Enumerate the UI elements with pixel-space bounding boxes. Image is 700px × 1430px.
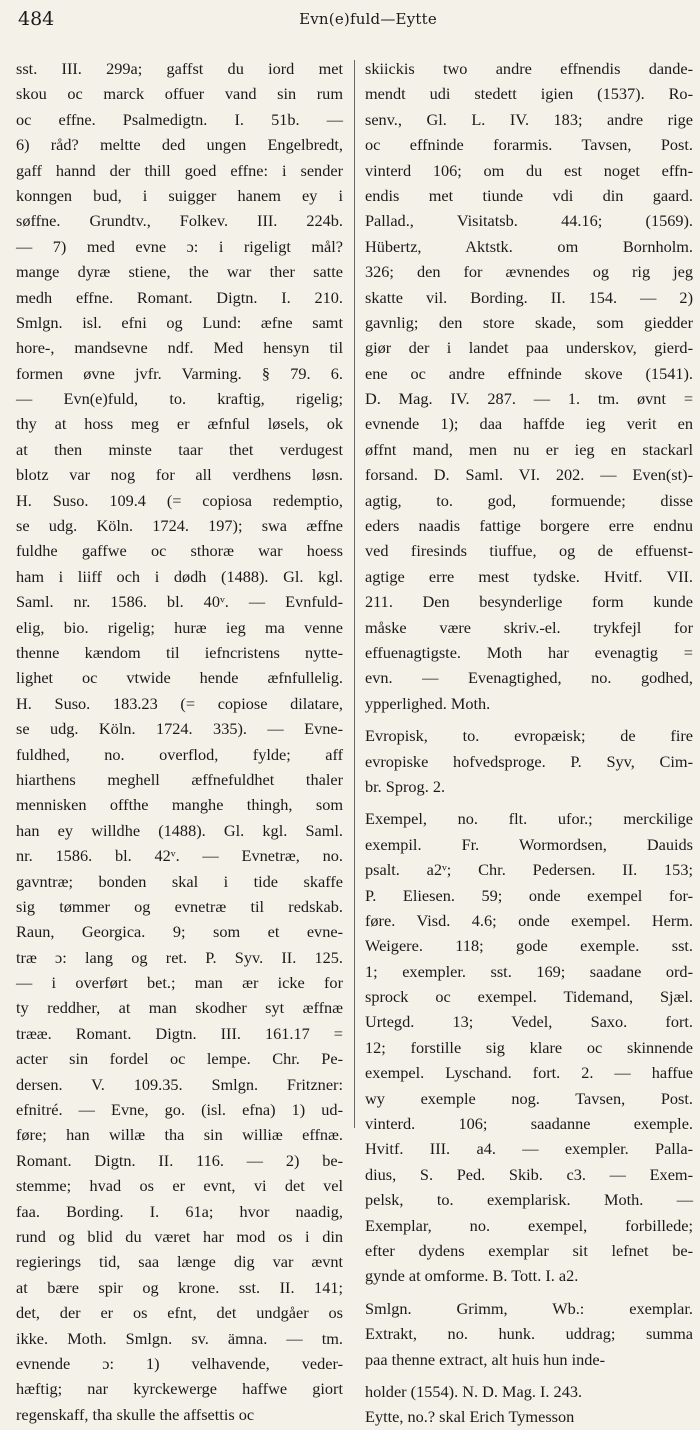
right-column-line: 326; den for ævnendes og rig jeg <box>365 262 693 282</box>
left-column-line: efnitré. — Evne, go. (isl. efna) 1) ud- <box>16 1100 343 1120</box>
right-column-line: gynde at omforme. B. Tott. I. a2. <box>365 1266 579 1286</box>
left-column-line: hore-, mandsevne ndf. Med hensyn til <box>16 338 343 358</box>
left-column-line: ikke. Moth. Smlgn. sv. ämna. — tm. <box>16 1328 343 1348</box>
left-column-line: blotz var nog for all verdhens løsn. <box>16 465 343 485</box>
right-column-line: Pallad., Visitatsb. 44.16; (1569). <box>365 211 693 231</box>
right-column-line: exempel. Lyschand. fort. 2. — haffue <box>365 1063 693 1083</box>
right-column-line: endis met tiunde vdi din gaard. <box>365 185 693 205</box>
left-column-line: konngen bud, i suigger hanem ey i <box>16 185 343 205</box>
left-column-line: H. Suso. 183.23 (= copiose dilatare, <box>16 693 343 713</box>
left-column-line: skou oc marck offuer vand sin rum <box>16 84 343 104</box>
left-column-line: gaff hannd der thill goed effne: i sender <box>16 160 343 180</box>
left-column-line: medh effne. Romant. Digtn. I. 210. <box>16 287 343 307</box>
left-column-line: rund og blid du været har mod os i din <box>16 1226 343 1246</box>
right-column-line: oc effninde forarmis. Tavsen, Post. <box>365 135 693 155</box>
left-column-line: hæftig; nar kyrckewerge haffwe giort <box>16 1379 343 1399</box>
left-column-line: regierings tid, saa længe dig var ævnt <box>16 1252 343 1272</box>
right-column-line: mendt udi stedett igien (1537). Ro- <box>365 84 693 104</box>
right-column-line: D. Mag. IV. 287. — 1. tm. øvnt = <box>365 389 693 409</box>
right-column-line: giør der i landet paa underskov, gierd- <box>365 338 693 358</box>
left-column-line: se udg. Köln. 1724. 335). — Evne- <box>16 719 343 739</box>
right-column-line: måske være skriv.-el. trykfejl for <box>365 617 693 637</box>
right-column-line: br. Sprog. 2. <box>365 776 446 796</box>
left-column-line: regenskaff, tha skulle the affsettis oc <box>16 1404 255 1424</box>
right-column-line: 1; exempler. sst. 169; saadane ord- <box>365 961 693 981</box>
right-column-line: ved firesinds tiuffue, og de effuenst- <box>365 541 693 561</box>
left-column-line: han ey willdhe (1488). Gl. kgl. Saml. <box>16 820 343 840</box>
right-column-line: føre. Visd. 4.6; onde exempel. Herm. <box>365 910 693 930</box>
right-column-line: gavnlig; den store skade, som giedder <box>365 312 693 332</box>
column-divider <box>354 60 355 1128</box>
left-column-line: lighet oc vtwide hende æfnfullelig. <box>16 668 343 688</box>
left-column-line: træ ɔ: lang og ret. P. Syv. II. 125. <box>16 947 343 967</box>
right-column-line: holder (1554). N. D. Mag. I. 243. <box>365 1381 583 1401</box>
page-number: 484 <box>18 8 55 30</box>
left-column-line: Smlgn. isl. efni og Lund: æfne samt <box>16 312 343 332</box>
left-column-line: elig, bio. rigelig; huræ ieg ma venne <box>16 617 343 637</box>
left-column-line: det, der er os efnt, det undgåer os <box>16 1303 343 1323</box>
left-column-line: sig tømmer og evnetræ til redskab. <box>16 896 343 916</box>
right-column-line: senv., Gl. L. IV. 183; andre rige <box>365 109 693 129</box>
right-column-line: Smlgn. Grimm, Wb.: exemplar. <box>365 1298 693 1318</box>
left-column-line: hiarthens meghell æffnefuldhet thaler <box>16 769 343 789</box>
right-column-line: paa thenne extract, alt huis hun inde- <box>365 1349 606 1369</box>
right-column-line: agtige erre mest tydske. Hvitf. VII. <box>365 566 693 586</box>
left-column-line: søffne. Grundtv., Folkev. III. 224b. <box>16 211 343 231</box>
left-column-line: acter sin fordel oc lempe. Chr. Pe- <box>16 1049 343 1069</box>
left-column-line: 6) råd? meltte ded ungen Engelbredt, <box>16 135 343 155</box>
left-column-line: gavntræ; bonden skal i tide skaffe <box>16 871 343 891</box>
left-column-line: dersen. V. 109.35. Smlgn. Fritzner: <box>16 1074 343 1094</box>
right-column-line: Extrakt, no. hunk. uddrag; summa <box>365 1324 693 1344</box>
left-column-line: sst. III. 299a; gaffst du iord met <box>16 59 343 78</box>
right-column-line: ene oc andre effninde skove (1541). <box>365 363 693 383</box>
left-column-line: mange dyræ stiene, the war ther satte <box>16 262 343 282</box>
right-column-line: 211. Den besynderlige form kunde <box>365 592 693 612</box>
right-column-line: Exempel, no. flt. ufor.; merckilige <box>365 809 693 829</box>
right-column-line: Eytte, no.? skal Erich Tymesson <box>365 1407 575 1427</box>
right-column-line: øffnt mand, men nu er ieg en stackarl <box>365 439 693 459</box>
right-column-line: vinterd 106; om du est noget effn- <box>365 160 693 180</box>
right-column-line: effuenagtigste. Moth har evenagtig = <box>365 642 693 662</box>
right-column-line: ypperlighed. Moth. <box>365 693 491 713</box>
left-column-line: — Evn(e)fuld, to. kraftig, rigelig; <box>16 389 343 409</box>
right-column <box>365 56 693 1427</box>
right-column-line: evnende 1); daa haffde ieg verit en <box>365 414 693 434</box>
right-column-line: sprock oc exempel. Tidemand, Sjæl. <box>365 987 693 1007</box>
left-column-line: Saml. nr. 1586. bl. 40ᵛ. — Evnfuld- <box>16 592 343 612</box>
left-column-line: H. Suso. 109.4 (= copiosa redemptio, <box>16 490 343 510</box>
right-column-line: Exemplar, no. exempel, forbillede; <box>365 1215 693 1235</box>
left-column-line: faa. Bording. I. 61a; hvor naadig, <box>16 1201 343 1221</box>
left-column-line: evnende ɔ: 1) velhavende, veder- <box>16 1353 343 1373</box>
left-column-line: stemme; hvad os er evnt, vi det vel <box>16 1176 343 1196</box>
left-column-line: thenne kændom til iefncristens nytte- <box>16 642 343 662</box>
left-column-line: mennisken offthe manghe thingh, som <box>16 795 343 815</box>
right-column-line: exempil. Fr. Wormordsen, Dauids <box>365 834 693 854</box>
right-column-line: dius, S. Ped. Skib. c3. — Exem- <box>365 1164 693 1184</box>
left-column-line: — i overført bet.; man ær icke for <box>16 973 343 993</box>
left-column-line: — 7) med evne ɔ: i rigeligt mål? <box>16 236 343 256</box>
right-column-line: wy exemple nog. Tavsen, Post. <box>365 1088 693 1108</box>
left-column-line: thy at hoss meg er æfnful løsels, ok <box>16 414 343 434</box>
right-column-line: vinterd. 106; saadanne exemple. <box>365 1114 693 1134</box>
right-column-line: efter dydens exemplar sit lefnet be- <box>365 1240 693 1260</box>
left-column-line: Raun, Georgica. 9; som et evne- <box>16 922 343 942</box>
left-column-line: ty reddher, at man skodher syt æffnæ <box>16 998 343 1018</box>
left-column-line: at then minste taar thet verdugest <box>16 439 343 459</box>
right-column-line: Weigere. 118; gode exemple. sst. <box>365 936 693 956</box>
right-column-line: Hübertz, Aktstk. om Bornholm. <box>365 236 693 256</box>
left-column <box>16 56 343 1424</box>
left-column-line: fuldhe gaffwe oc sthoræ war hoess <box>16 541 343 561</box>
left-column-line: se udg. Köln. 1724. 197); swa æffne <box>16 516 343 536</box>
right-column-line: Urtegd. 13; Vedel, Saxo. fort. <box>365 1012 693 1032</box>
right-column-line: 12; forstille sig klare oc skinnende <box>365 1037 693 1057</box>
left-column-line: nr. 1586. bl. 42ᵛ. — Evnetræ, no. <box>16 846 343 866</box>
right-column-line: skiickis two andre effnendis dande- <box>365 59 693 78</box>
right-column-line: forsand. D. Saml. VI. 202. — Even(st)- <box>365 465 693 485</box>
right-column-line: pelsk, to. exemplarisk. Moth. — <box>365 1190 693 1210</box>
left-column-line: oc effne. Psalmedigtn. I. 51b. — <box>16 109 343 129</box>
right-column-line: Evropisk, to. evropæisk; de fire <box>365 726 693 746</box>
left-column-line: føre; han willæ tha sin williæ effnæ. <box>16 1125 343 1145</box>
left-column-line: ham i liiff och i dødh (1488). Gl. kgl. <box>16 566 343 586</box>
right-column-line: eders naadis fattige borgere erre endnu <box>365 516 693 536</box>
running-head: Evn(e)fuld—Eytte <box>299 10 437 28</box>
right-column-line: psalt. a2ᵛ; Chr. Pedersen. II. 153; <box>365 860 693 880</box>
left-column-line: trææ. Romant. Digtn. III. 161.17 = <box>16 1023 343 1043</box>
right-column-line: P. Eliesen. 59; onde exempel for- <box>365 885 693 905</box>
left-column-line: formen øvne jvfr. Varming. § 79. 6. <box>16 363 343 383</box>
right-column-line: Hvitf. III. a4. — exempler. Palla- <box>365 1139 693 1159</box>
right-column-line: evropiske hofvedsproge. P. Syv, Cim- <box>365 751 693 771</box>
left-column-line: fuldhed, no. overflod, fylde; aff <box>16 744 343 764</box>
right-column-line: agtig, to. god, formuende; disse <box>365 490 693 510</box>
right-column-line: evn. — Evenagtighed, no. godhed, <box>365 668 693 688</box>
right-column-line: skatte vil. Bording. II. 154. — 2) <box>365 287 693 307</box>
left-column-line: Romant. Digtn. II. 116. — 2) be- <box>16 1150 343 1170</box>
page-header <box>18 8 686 36</box>
left-column-line: at bære spir og krone. sst. II. 141; <box>16 1277 343 1297</box>
